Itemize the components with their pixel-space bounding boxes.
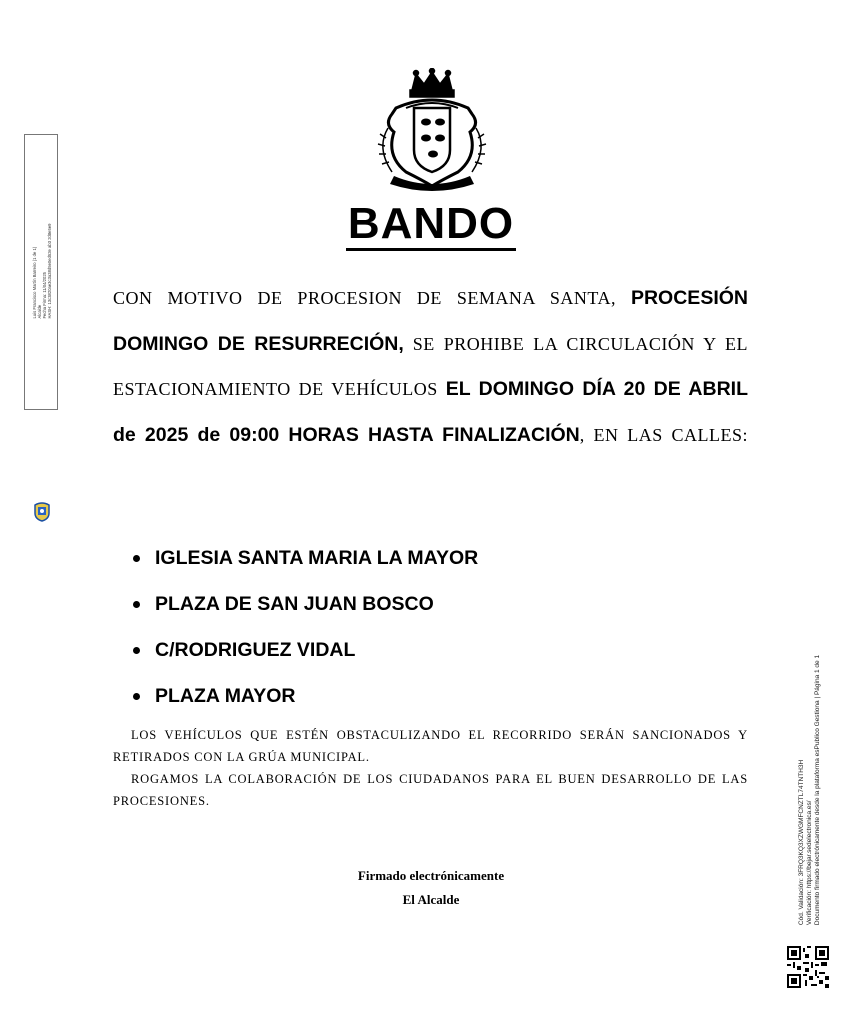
document-title-wrap [0, 198, 862, 250]
intro-text-3: , EN LAS CALLES: [579, 424, 748, 445]
street-item: IGLESIA SANTA MARIA LA MAYOR [133, 536, 478, 582]
bullet-icon [133, 693, 140, 700]
coat-of-arms-emblem [366, 68, 498, 194]
validation-code: Cód. Validación: 3FRQ3KQ3XZWGMFCNZTL74TNTH3H [798, 759, 805, 926]
signature-block [0, 864, 862, 912]
municipal-logo-icon [31, 500, 53, 522]
note-collaboration: ROGAMOS LA COLABORACIÓN DE LOS CIUDADANOS PARA EL BUEN DESARROLLO DE LAS PROCESIONES. [113, 772, 748, 808]
verification-url[interactable]: Verificación: https://bejar.sedelectronica.es/ [806, 800, 813, 926]
intro-paragraph [113, 276, 748, 458]
bullet-icon [133, 647, 140, 654]
note-sanctions: LOS VEHÍCULOS QUE ESTÉN OBSTACULIZANDO EL RECORRIDO SERÁN SANCIONADOS Y RETIRADOS CON LA GRÚA MUNICIPAL. [113, 728, 748, 764]
signature-line: Firmado electrónicamente [357, 868, 505, 883]
signer-title: El Alcalde [402, 892, 460, 907]
notes-section [113, 724, 748, 812]
intro-text-2: SE PROHIBE LA CIRCULACIÓN Y EL ESTACIONAMIENTO DE VEHÍCULOS [113, 333, 748, 399]
bullet-icon [133, 601, 140, 608]
intro-bold-2: EL DOMINGO DÍA 20 DE ABRIL de 2025 de 09:00 HORAS HASTA FINALIZACIÓN [113, 378, 748, 446]
street-list [133, 536, 478, 720]
verification-info [790, 640, 830, 940]
page-info: Documento firmado electrónicamente desde la plataforma esPublico Gestiona | Página 1 de 1 [814, 654, 821, 926]
intro-bold-1: PROCESIÓN DOMINGO DE RESURRECIÓN, [113, 287, 748, 355]
street-item: C/RODRIGUEZ VIDAL [133, 628, 478, 674]
bullet-icon [133, 555, 140, 562]
signature-stamp [24, 134, 58, 410]
street-item: PLAZA MAYOR [133, 674, 478, 720]
stamp-text: Luis Francisco Martín Barreiro (1 de 1) Alcalde Fecha Firma: 11/04/2025 HASH: 13c3820ae3c3a38d5e0ed52e ab3 2d8e5e9 [32, 223, 52, 319]
document-title: BANDO [346, 199, 516, 251]
qr-code-icon [787, 946, 829, 988]
intro-text-1: CON MOTIVO DE PROCESION DE SEMANA SANTA, [113, 288, 631, 308]
street-item: PLAZA DE SAN JUAN BOSCO [133, 582, 478, 628]
